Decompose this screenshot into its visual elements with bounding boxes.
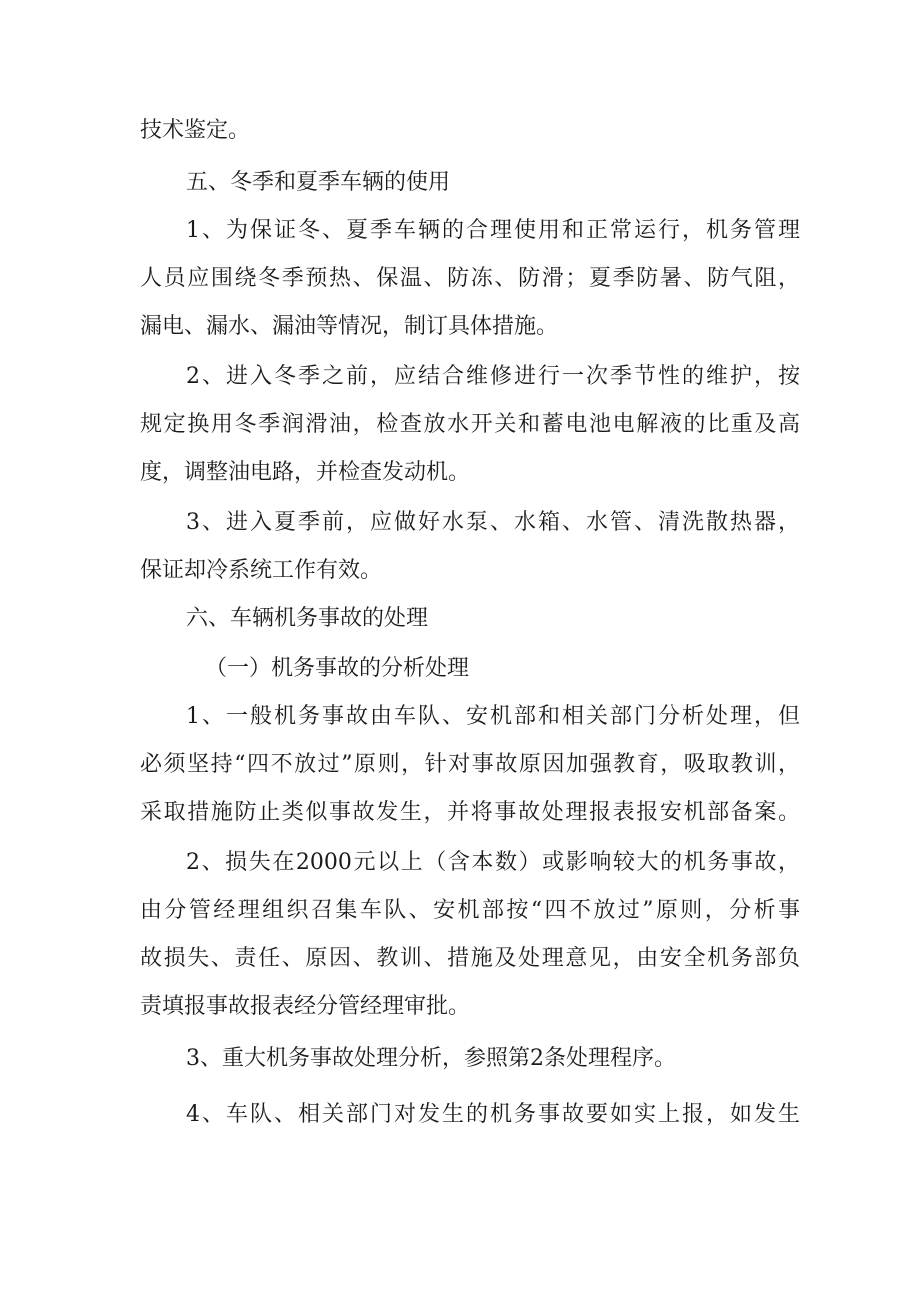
paragraph-line: 3、进入夏季前，应做好水泵、水箱、水管、清洗散热器， bbox=[186, 510, 800, 535]
paragraph-line: 由分管经理组织召集车队、安机部按“四不放过”原则，分析事 bbox=[140, 898, 800, 923]
section-heading: 六、车辆机务事故的处理 bbox=[186, 606, 429, 631]
paragraph-line: 规定换用冬季润滑油，检查放水开关和蓄电池电解液的比重及高 bbox=[140, 412, 800, 437]
paragraph-line: 4、车队、相关部门对发生的机务事故要如实上报，如发生 bbox=[186, 1102, 800, 1127]
paragraph-line: 保证却冷系统工作有效。 bbox=[140, 558, 383, 583]
section-heading: 五、冬季和夏季车辆的使用 bbox=[186, 170, 451, 195]
paragraph-line: 故损失、责任、原因、教训、措施及处理意见，由安全机务部负 bbox=[140, 946, 800, 971]
paragraph-line: 2、损失在2000元以上（含本数）或影响较大的机务事故， bbox=[186, 850, 800, 875]
paragraph-line: 责填报事故报表经分管经理审批。 bbox=[140, 994, 471, 1019]
paragraph-line: 2、进入冬季之前，应结合维修进行一次季节性的维护，按 bbox=[186, 364, 800, 389]
paragraph-line: 技术鉴定。 bbox=[140, 118, 251, 143]
paragraph-line: 3、重大机务事故处理分析，参照第2条处理程序。 bbox=[186, 1046, 676, 1071]
paragraph-line: 采取措施防止类似事故发生，并将事故处理报表报安机部备案。 bbox=[140, 800, 800, 825]
paragraph-line: 1、一般机务事故由车队、安机部和相关部门分析处理，但 bbox=[186, 704, 800, 729]
paragraph-line: 漏电、漏水、漏油等情况，制订具体措施。 bbox=[140, 314, 559, 339]
paragraph-line: 1、为保证冬、夏季车辆的合理使用和正常运行，机务管理 bbox=[186, 218, 800, 243]
subsection-heading: （一）机务事故的分析处理 bbox=[205, 656, 470, 681]
paragraph-line: 人员应围绕冬季预热、保温、防冻、防滑；夏季防暑、防气阻， bbox=[140, 266, 800, 291]
paragraph-line: 必须坚持“四不放过”原则，针对事故原因加强教育，吸取教训， bbox=[140, 752, 800, 777]
paragraph-line: 度，调整油电路，并检查发动机。 bbox=[140, 460, 471, 485]
